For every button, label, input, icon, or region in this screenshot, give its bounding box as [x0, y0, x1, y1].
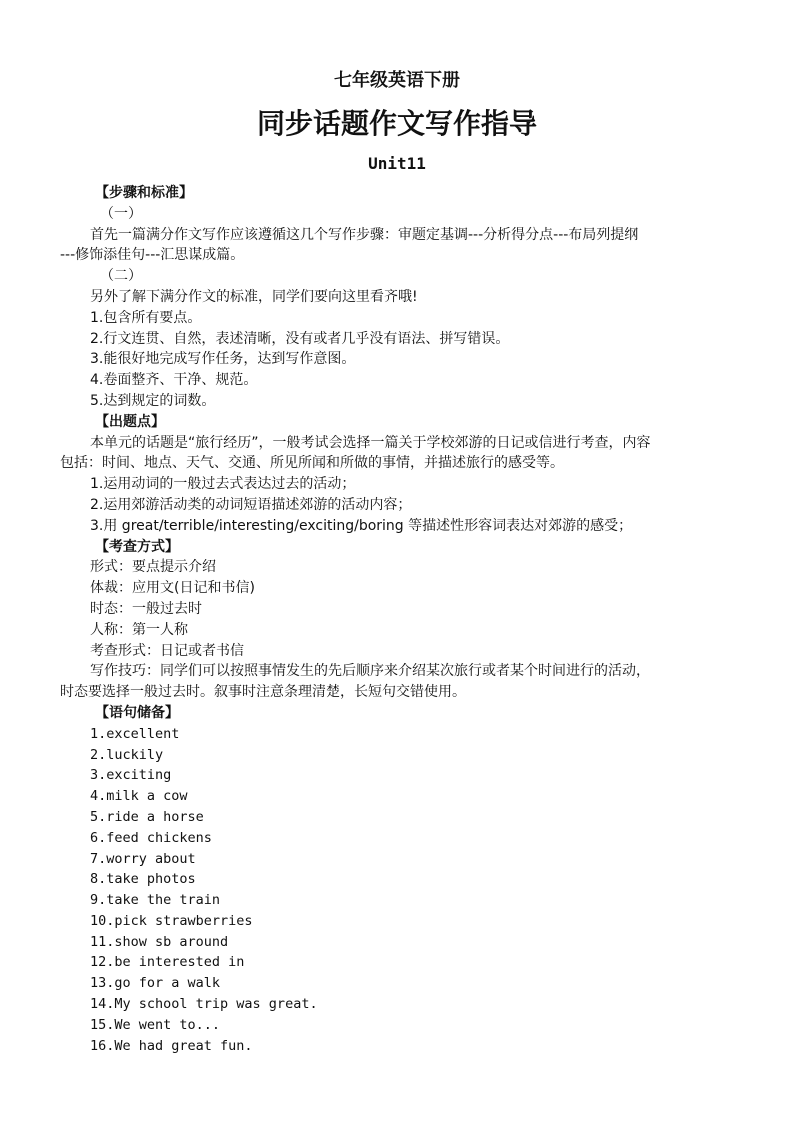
exam-tense: 时态：一般过去时	[90, 600, 202, 617]
phrase-item: 3.exciting	[90, 767, 172, 784]
phrases-heading: 【语句储备】	[95, 704, 179, 721]
phrase-item: 12.be interested in	[90, 954, 245, 971]
phrase-item: 14.My school trip was great.	[90, 996, 318, 1013]
exam-exam-form: 考查形式：日记或者书信	[90, 642, 244, 659]
phrase-item: 13.go for a walk	[90, 975, 221, 992]
exam-form: 形式：要点提示介绍	[90, 559, 216, 576]
steps-part1-line2: ---修饰添佳句---汇思谋成篇。	[60, 247, 245, 264]
phrase-item: 7.worry about	[90, 850, 196, 867]
points-item: 2.运用郊游活动类的动词短语描述郊游的活动内容；	[90, 496, 412, 513]
points-intro-line2: 包括：时间、地点、天气、交通、所见所闻和所做的事情，并描述旅行的感受等。	[60, 455, 564, 472]
points-intro-line1: 本单元的话题是“旅行经历”，一般考试会选择一篇关于学校郊游的日记或信进行考查，内容	[90, 434, 651, 451]
points-item: 3.用 great/terrible/interesting/exciting/boring 等描述性形容词表达对郊游的感受；	[90, 517, 633, 534]
phrase-item: 9.take the train	[90, 892, 221, 909]
points-item: 1.运用动词的一般过去式表达过去的活动；	[90, 476, 356, 493]
criteria-item: 1.包含所有要点。	[90, 309, 202, 326]
phrase-item: 11.show sb around	[90, 933, 229, 950]
unit-title: Unit11	[368, 154, 426, 173]
criteria-item: 3.能很好地完成写作任务，达到写作意图。	[90, 351, 356, 368]
criteria-item: 2.行文连贯、自然，表述清晰，没有或者几乎没有语法、拼写错误。	[90, 330, 510, 347]
steps-heading: 【步骤和标准】	[95, 185, 193, 201]
document-body	[60, 183, 740, 1056]
phrase-item: 15.We went to...	[90, 1016, 221, 1033]
phrase-item: 10.pick strawberries	[90, 912, 253, 929]
phrase-item: 16.We had great fun.	[90, 1037, 253, 1054]
criteria-item: 5.达到规定的词数。	[90, 392, 216, 409]
steps-part2-intro: 另外了解下满分作文的标准，同学们要向这里看齐哦!	[90, 288, 418, 305]
exam-tips-line1: 写作技巧：同学们可以按照事情发生的先后顺序来介绍某次旅行或者某个时间进行的活动，	[90, 663, 650, 680]
phrase-item: 6.feed chickens	[90, 829, 212, 846]
phrase-item: 4.milk a cow	[90, 788, 188, 805]
phrase-item: 5.ride a horse	[90, 808, 204, 825]
steps-part2-label: （二）	[100, 268, 142, 285]
exam-genre: 体裁：应用文(日记和书信)	[90, 580, 255, 597]
steps-part1-line1: 首先一篇满分作文写作应该遵循这几个写作步骤：审题定基调---分析得分点---布局列提纲	[90, 226, 639, 243]
main-title: 同步话题作文写作指导	[256, 107, 537, 140]
phrase-item: 8.take photos	[90, 871, 196, 888]
phrase-item: 1.excellent	[90, 725, 180, 742]
exam-heading: 【考查方式】	[95, 538, 179, 555]
phrase-item: 2.luckily	[90, 746, 164, 763]
steps-part1-label: （一）	[100, 205, 142, 222]
grade-title: 七年级英语下册	[334, 70, 460, 91]
exam-tips-line2: 时态要选择一般过去时。叙事时注意条理清楚，长短句交错使用。	[60, 684, 466, 701]
criteria-item: 4.卷面整齐、干净、规范。	[90, 372, 258, 389]
points-heading: 【出题点】	[95, 413, 165, 430]
exam-person: 人称：第一人称	[90, 621, 188, 638]
